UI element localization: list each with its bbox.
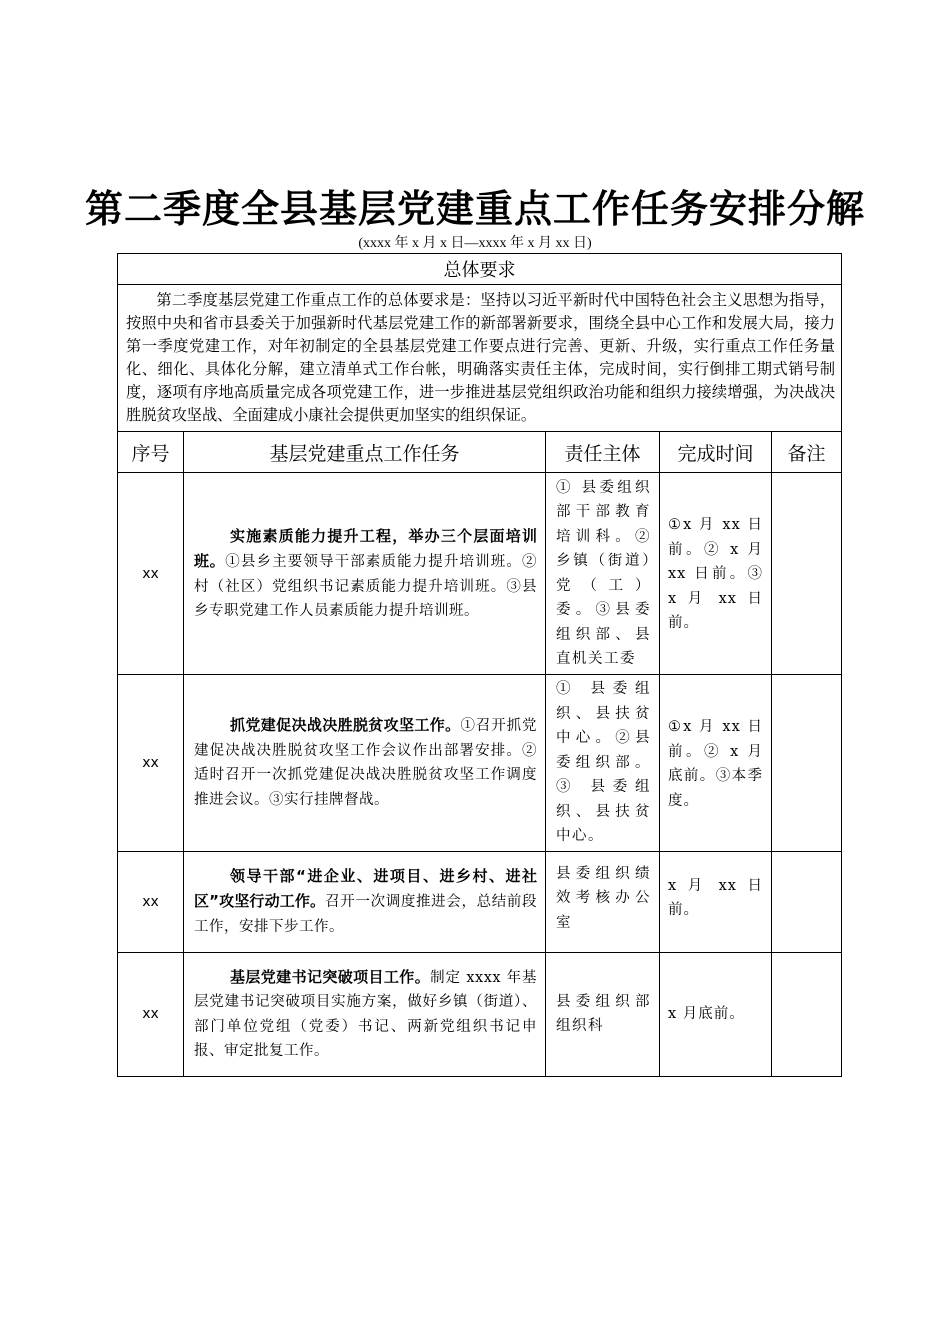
- header-deadline: 完成时间: [660, 432, 772, 473]
- task-detail: 制定 xxxx 年基层党建书记突破项目实施方案，做好乡镇（街道）、部门单位党组（党委）书记、两新党组织书记申报、审定批复工作。: [194, 969, 537, 1059]
- task-detail: 召开一次调度推进会，总结前段工作，安排下步工作。: [194, 894, 538, 935]
- task-detail: ①县乡主要领导干部素质能力提升培训班。②村（社区）党组织书记素质能力提升培训班。③县乡专职党建工作人员素质能力提升培训班。: [194, 554, 537, 619]
- row-seq: xx: [118, 851, 184, 952]
- table-row: [118, 473, 842, 675]
- row-deadline: [660, 851, 772, 952]
- deadline-text: ①x 月 xx 日前。② x 月 xx 日前。③ x 月 xx 日前。: [668, 517, 763, 631]
- row-task: [184, 952, 546, 1076]
- row-note: [772, 952, 842, 1076]
- header-note: 备注: [772, 432, 842, 473]
- task-table: [117, 253, 842, 1077]
- row-deadline: [660, 675, 772, 852]
- task-lead: 实施素质能力提升工程，举办三个层面培训班。: [194, 526, 537, 570]
- task-detail: ①召开抓党建促决战决胜脱贫攻坚工作会议作出部署安排。②适时召开一次抓党建促决战决胜脱贫攻坚工作调度推进会议。③实行挂牌督战。: [194, 718, 537, 808]
- overall-text-row: [118, 285, 842, 432]
- task-lead: 基层党建书记突破项目工作。: [230, 967, 431, 986]
- row-deadline: x 月底前。: [660, 952, 772, 1076]
- header-task: 基层党建重点工作任务: [184, 432, 546, 473]
- overall-text: 第二季度基层党建工作重点工作的总体要求是：坚持以习近平新时代中国特色社会主义思想为指导，按照中央和省市县委关于加强新时代基层党建工作的新部署新要求，围绕全县中心工作和发展大局，接力第一季度党建工作，对年初制定的全县基层党建工作要点进行完善、更新、升级，实行重点工作任务量化、细化、具体化分解，建立清单式工作台帐，明确落实责任主体，完成时间，实行倒排工期式销号制度，逐项有序地高质量完成各项党建工作，进一步推进基层党组织政治功能和组织力接续增强，为决战决胜脱贫攻坚战、全面建成小康社会提供更加坚实的组织保证。: [126, 291, 836, 424]
- row-seq: xx: [118, 473, 184, 675]
- table-row: [118, 952, 842, 1076]
- deadline-text: ①x 月 xx 日前。② x 月底前。③本季度。: [668, 719, 763, 809]
- header-seq: 序号: [118, 432, 184, 473]
- row-note: [772, 851, 842, 952]
- task-lead: 抓党建促决战决胜脱贫攻坚工作。: [230, 716, 461, 735]
- row-seq: xx: [118, 675, 184, 852]
- row-owner: [546, 851, 660, 952]
- table-row: [118, 675, 842, 852]
- row-owner: ① 县委组织、县扶贫中心。②县委组织部。③ 县委组织、县扶贫中心。: [546, 675, 660, 852]
- task-lead: 领导干部“进企业、进项目、进乡村、进社区”攻坚行动工作。: [194, 866, 537, 911]
- row-note: [772, 675, 842, 852]
- deadline-text: x 月 xx 日前。: [668, 877, 763, 918]
- header-owner: 责任主体: [546, 432, 660, 473]
- table-row: [118, 851, 842, 952]
- row-deadline: [660, 473, 772, 675]
- document-title: 第二季度全县基层党建重点工作任务安排分解: [84, 186, 865, 231]
- overall-requirements: [118, 285, 842, 432]
- row-seq: xx: [118, 952, 184, 1076]
- row-note: [772, 473, 842, 675]
- row-owner: ① 县委组织部干部教育培训科。② 乡镇（街道）党（工）委。③县委组织部、县直机关工委: [546, 473, 660, 675]
- date-range: (xxxx 年 x 月 x 日—xxxx 年 x 月 xx 日): [358, 236, 592, 251]
- owner-text: 县委组织绩效考核办公室: [556, 865, 651, 931]
- row-task: [184, 851, 546, 952]
- row-task: [184, 473, 546, 675]
- row-owner: 县委组织部组织科: [546, 952, 660, 1076]
- overall-heading-row: [118, 254, 842, 285]
- row-task: [184, 675, 546, 852]
- overall-heading: 总体要求: [118, 254, 842, 285]
- column-header-row: [118, 432, 842, 473]
